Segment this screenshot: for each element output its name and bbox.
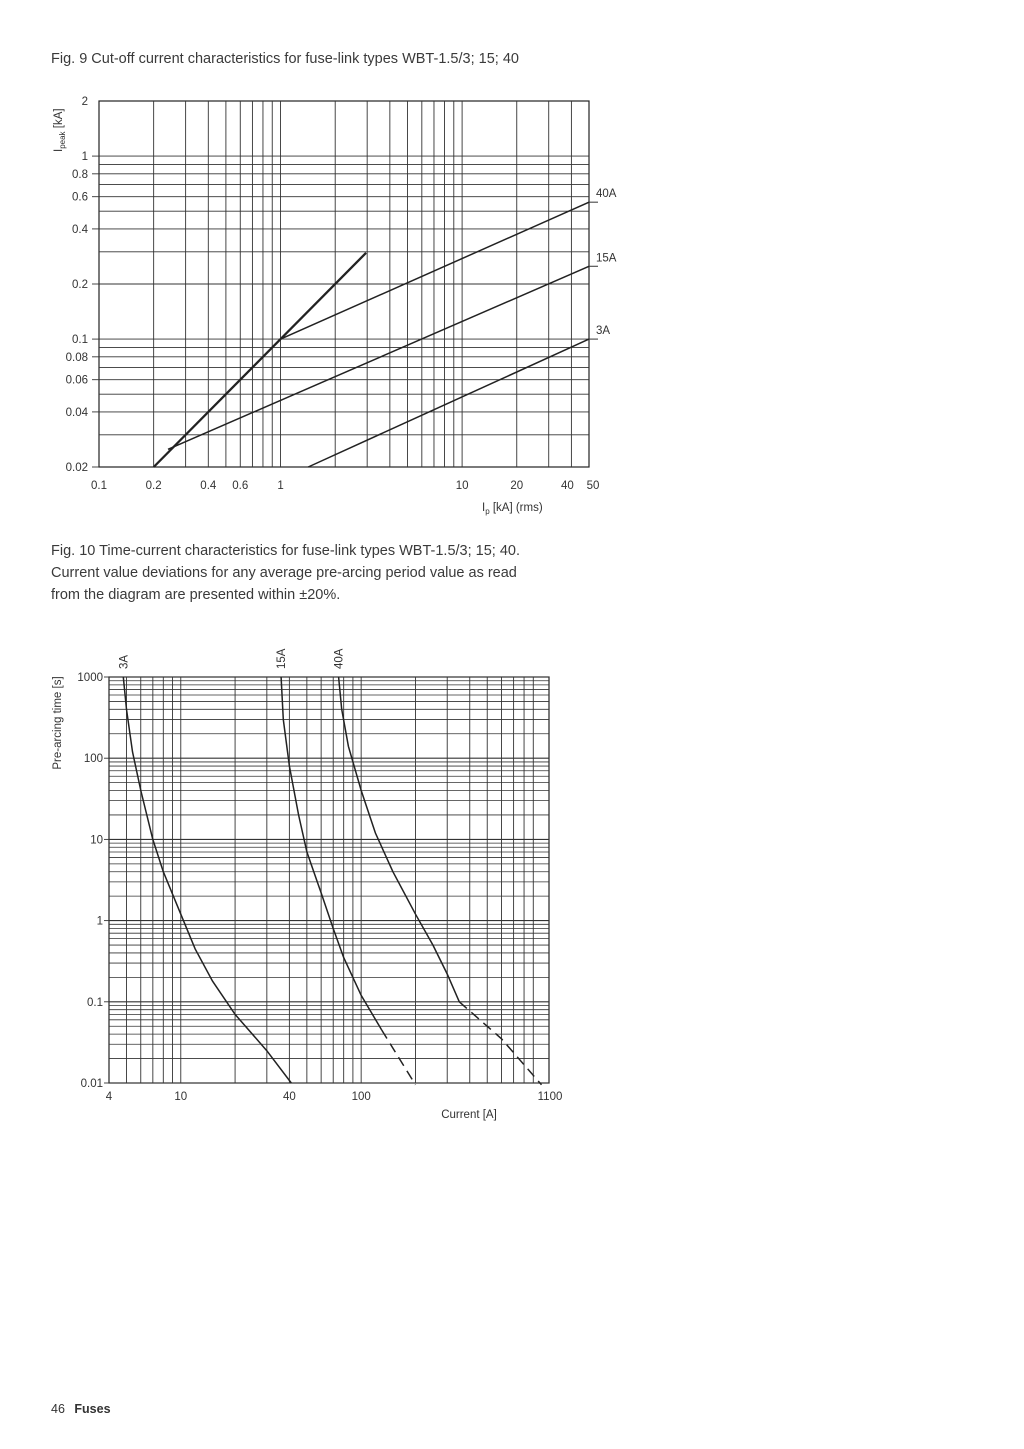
x-axis-label: $I_p$ [kA] (rms) bbox=[482, 502, 543, 516]
y-tick-label: 0.06 bbox=[65, 374, 88, 387]
y-tick-label: 0.1 bbox=[72, 334, 88, 347]
x-tick-label: 40 bbox=[282, 1091, 296, 1103]
y-tick-label: 0.4 bbox=[72, 223, 88, 236]
page-footer bbox=[51, 1402, 111, 1416]
y-tick-label: 1 bbox=[81, 151, 88, 164]
series-line-15A-dashed- bbox=[382, 1030, 416, 1085]
series-label: 3A bbox=[596, 325, 611, 338]
x-tick-label: 0.4 bbox=[200, 480, 217, 492]
y-tick-label: 100 bbox=[83, 753, 103, 766]
y-tick-label: 1000 bbox=[77, 672, 103, 684]
x-axis-label: Current [A] bbox=[441, 1109, 497, 1121]
series-label: 15A bbox=[276, 648, 289, 669]
y-tick-label: 2 bbox=[81, 96, 88, 108]
fig9-caption: Fig. 9 Cut-off current characteristics for fuse-link types WBT-1.5/3; 15; 40 bbox=[51, 51, 519, 67]
x-tick-label: 10 bbox=[455, 480, 469, 492]
x-tick-label: 0.1 bbox=[91, 480, 107, 492]
y-tick-label: 0.8 bbox=[72, 168, 88, 181]
x-tick-label: 10 bbox=[174, 1091, 188, 1103]
x-tick-label: 1 bbox=[277, 480, 284, 492]
series-label: 40A bbox=[333, 648, 346, 669]
x-tick-label: 0.6 bbox=[232, 480, 249, 492]
plot-frame bbox=[109, 677, 549, 1083]
y-tick-label: 0.1 bbox=[87, 996, 103, 1009]
series-label: 3A bbox=[118, 654, 131, 669]
y-tick-label: 10 bbox=[90, 834, 103, 847]
fig10-caption-line: Fig. 10 Time-current characteristics for fuse-link types WBT-1.5/3; 15; 40. bbox=[51, 543, 521, 559]
fig10-caption-line: Current value deviations for any average pre-arcing period value as read bbox=[51, 565, 517, 581]
y-axis-label: Pre-arcing time [s] bbox=[52, 676, 64, 770]
y-axis-label: $I_{peak}$ [kA] bbox=[53, 108, 67, 152]
fig10-caption-line: from the diagram are presented within ±20%. bbox=[51, 587, 341, 603]
y-tick-label: 0.08 bbox=[65, 351, 88, 364]
page-number: 46 bbox=[51, 1402, 65, 1416]
x-tick-label: 100 bbox=[351, 1091, 371, 1103]
x-tick-label: 40 bbox=[561, 480, 574, 492]
x-tick-label: 1100 bbox=[537, 1091, 563, 1103]
y-tick-label: 0.2 bbox=[72, 279, 88, 291]
series-line-3A bbox=[123, 677, 291, 1083]
y-tick-label: 1 bbox=[96, 915, 103, 928]
series-label: 15A bbox=[596, 252, 617, 265]
x-tick-label: 4 bbox=[105, 1091, 113, 1103]
section-name: Fuses bbox=[74, 1402, 111, 1416]
y-tick-label: 0.02 bbox=[65, 462, 88, 474]
x-tick-label: 50 bbox=[586, 480, 600, 492]
series-label: 40A bbox=[596, 188, 617, 201]
y-tick-label: 0.6 bbox=[72, 191, 88, 204]
x-tick-label: 0.2 bbox=[145, 480, 162, 492]
x-tick-label: 20 bbox=[510, 480, 524, 492]
y-tick-label: 0.04 bbox=[65, 406, 88, 419]
y-tick-label: 0.01 bbox=[80, 1078, 103, 1090]
